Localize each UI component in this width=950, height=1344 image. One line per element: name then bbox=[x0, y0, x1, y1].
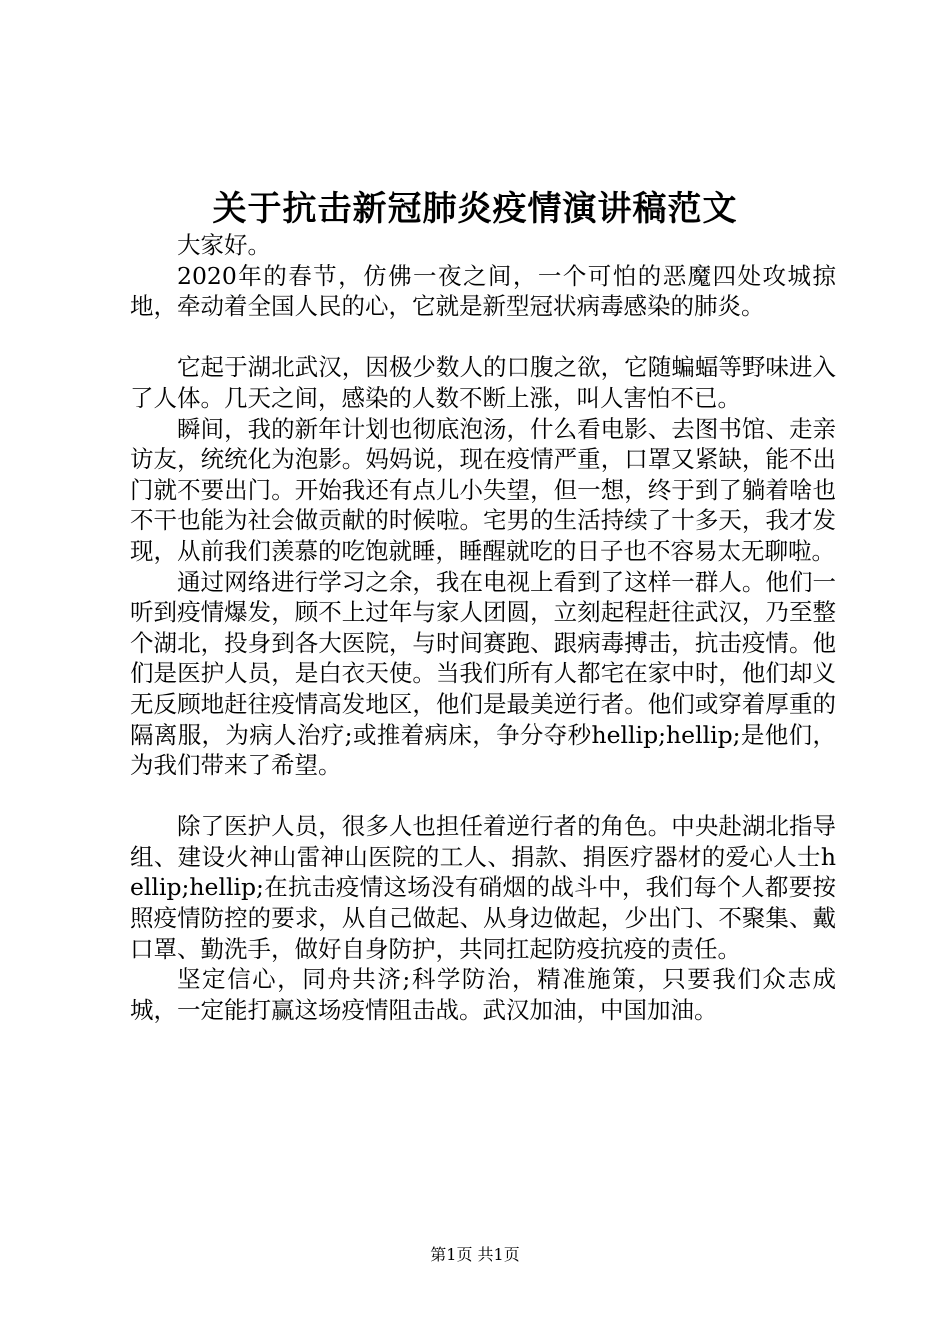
paragraph-greeting: 大家好。 bbox=[177, 231, 271, 259]
paragraph-conclusion: 坚定信心，同舟共济;科学防治，精准施策，只要我们众志成城，一定能打赢这场疫情阻击战。武汉加油，中国加油。 bbox=[130, 965, 836, 1024]
document-body bbox=[130, 230, 836, 1025]
page-number-footer: 第1页 共1页 bbox=[430, 1245, 520, 1264]
paragraph-plans: 瞬间，我的新年计划也彻底泡汤，什么看电影、去图书馆、走亲访友，统统化为泡影。妈妈说，现在疫情严重，口罩又紧缺，能不出门就不要出门。开始我还有点儿小失望，但一想，终于到了躺着啥也不干也能为社会做贡献的时候啦。宅男的生活持续了十多天，我才发现，从前我们羡慕的吃饱就睡，睡醒就吃的日子也不容易太无聊啦。 bbox=[130, 414, 836, 565]
document-title: 关于抗击新冠肺炎疫情演讲稿范文 bbox=[212, 189, 738, 229]
paragraph-medical-staff: 通过网络进行学习之余，我在电视上看到了这样一群人。他们一听到疫情爆发，顾不上过年与家人团圆，立刻起程赶往武汉，乃至整个湖北，投身到各大医院，与时间赛跑、跟病毒搏击，抗击疫情。他们是医护人员，是白衣天使。当我们所有人都宅在家中时，他们却义无反顾地赶往疫情高发地区，他们是最美逆行者。他们或穿着厚重的隔离服，为病人治疗;或推着病床，争分夺秒hellip;hellip;是他们，为我们带来了希望。 bbox=[130, 567, 836, 780]
paragraph-origin: 它起于湖北武汉，因极少数人的口腹之欲，它随蝙蝠等野味进入了人体。几天之间，感染的人数不断上涨，叫人害怕不已。 bbox=[130, 353, 836, 412]
paragraph-intro: 2020年的春节，仿佛一夜之间，一个可怕的恶魔四处攻城掠地，牵动着全国人民的心，它就是新型冠状病毒感染的肺炎。 bbox=[130, 261, 836, 321]
paragraph-other-helpers: 除了医护人员，很多人也担任着逆行者的角色。中央赴湖北指导组、建设火神山雷神山医院的工人、捐款、捐医疗器材的爱心人士hellip;hellip;在抗击疫情这场没有硝烟的战斗中，我们每个人都要按照疫情防控的要求，从自己做起、从身边做起，少出门、不聚集、戴口罩、勤洗手，做好自身防护，共同扛起防疫抗疫的责任。 bbox=[130, 812, 836, 963]
